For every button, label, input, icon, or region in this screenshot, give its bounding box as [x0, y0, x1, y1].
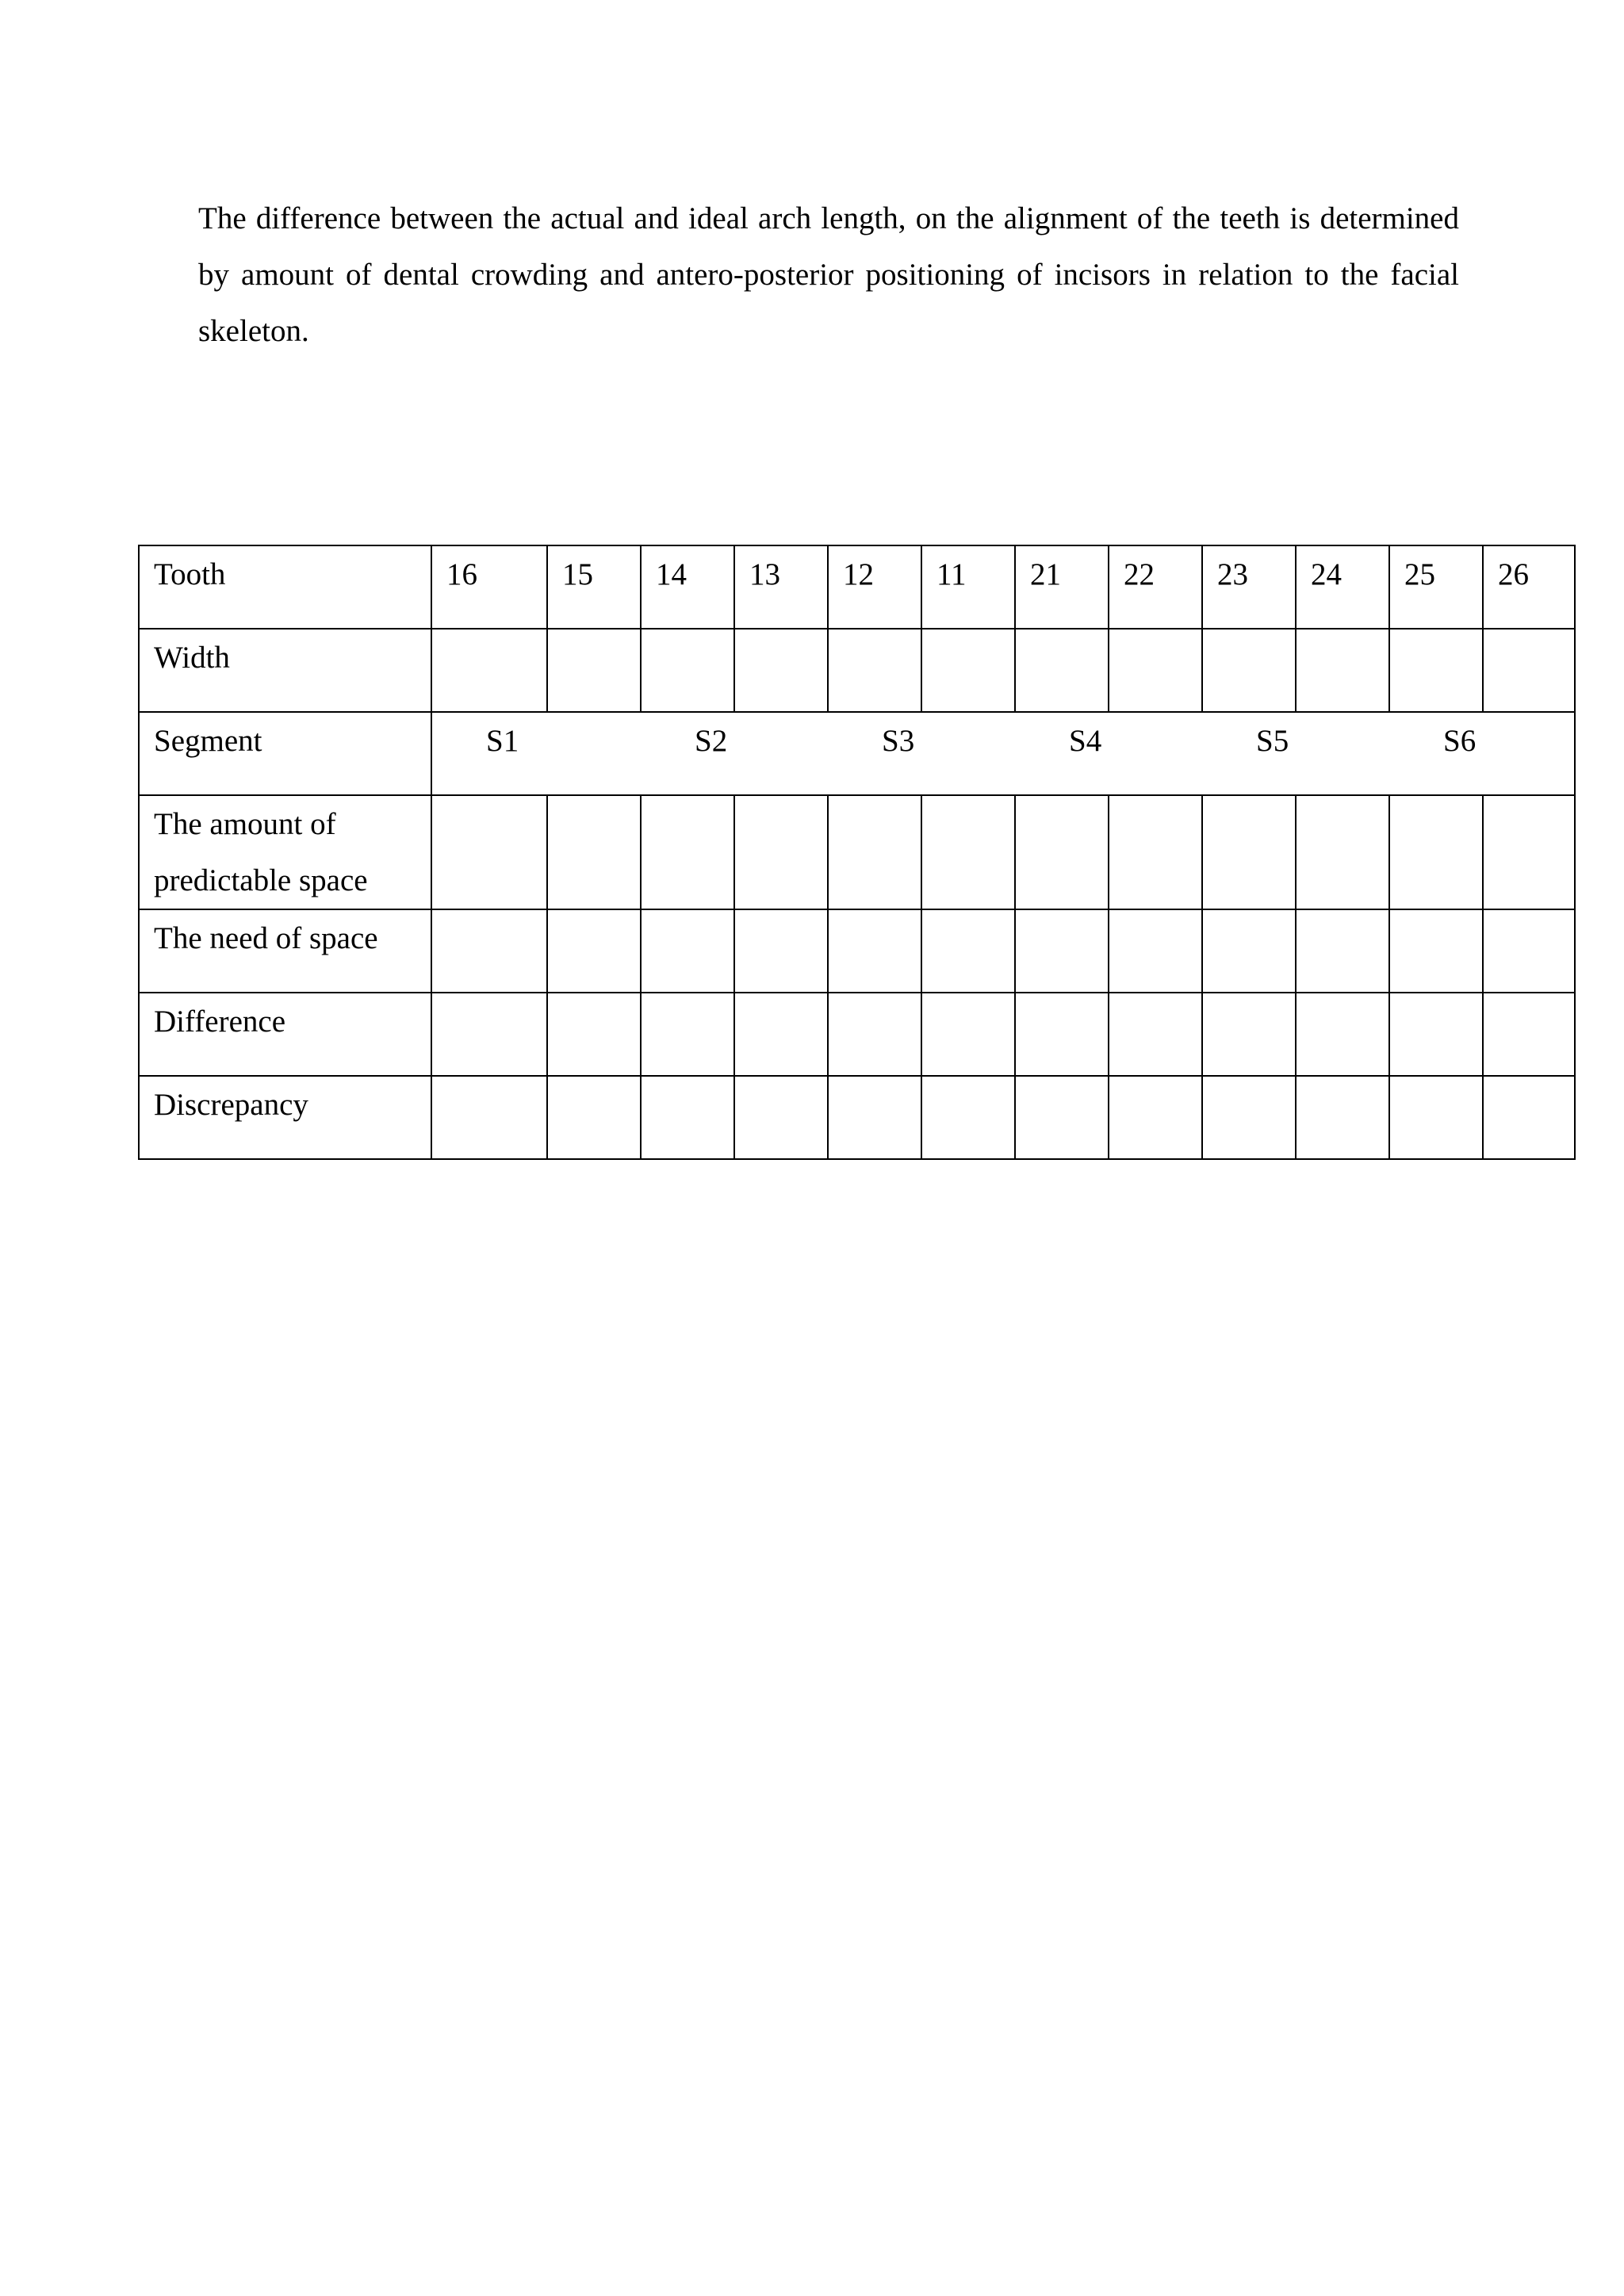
tooth-number: 21	[1015, 545, 1109, 629]
empty-cell	[1202, 1076, 1296, 1159]
empty-cell	[734, 795, 828, 909]
row-label-discrepancy: Discrepancy	[139, 1076, 431, 1159]
segment-cell	[641, 712, 828, 795]
empty-cell	[1202, 993, 1296, 1076]
empty-cell	[734, 993, 828, 1076]
empty-cell	[1389, 909, 1483, 993]
row-label-tooth: Tooth	[139, 545, 431, 629]
intro-paragraph: The difference between the actual and ideal arch length, on the alignment of the teeth is determined by amount of dental crowding and antero-posterior positioning of incisors in relation to the facial skeleton.	[198, 201, 1459, 348]
empty-cell	[734, 629, 828, 712]
empty-cell	[921, 1076, 1015, 1159]
empty-cell	[1109, 993, 1202, 1076]
empty-cell	[641, 795, 734, 909]
row-label-width: Width	[139, 629, 431, 712]
empty-cell	[1202, 909, 1296, 993]
empty-cell	[734, 1076, 828, 1159]
empty-cell	[547, 909, 641, 993]
tooth-number: 12	[828, 545, 921, 629]
tooth-number: 22	[1109, 545, 1202, 629]
empty-cell	[641, 993, 734, 1076]
segment-cell	[1015, 712, 1202, 795]
segment-cell	[1389, 712, 1575, 795]
empty-cell	[1109, 909, 1202, 993]
empty-cell	[1483, 629, 1575, 712]
tooth-number: 26	[1483, 545, 1575, 629]
empty-cell	[734, 909, 828, 993]
empty-cell	[828, 1076, 921, 1159]
row-label-predictable-space: The amount of predictable space	[139, 795, 431, 909]
empty-cell	[1015, 629, 1109, 712]
tooth-number: 13	[734, 545, 828, 629]
empty-cell	[1389, 629, 1483, 712]
empty-cell	[828, 993, 921, 1076]
empty-cell	[431, 629, 547, 712]
empty-cell	[1202, 629, 1296, 712]
empty-cell	[1109, 629, 1202, 712]
empty-cell	[1015, 909, 1109, 993]
empty-cell	[1015, 1076, 1109, 1159]
tooth-number: 11	[921, 545, 1015, 629]
empty-cell	[547, 795, 641, 909]
empty-cell	[828, 629, 921, 712]
row-label-difference: Difference	[139, 993, 431, 1076]
empty-cell	[431, 909, 547, 993]
empty-cell	[1296, 1076, 1389, 1159]
row-label-segment: Segment	[139, 712, 431, 795]
empty-cell	[1389, 1076, 1483, 1159]
tooth-number: 14	[641, 545, 734, 629]
empty-cell	[547, 629, 641, 712]
empty-cell	[828, 909, 921, 993]
empty-cell	[431, 795, 547, 909]
tooth-number: 24	[1296, 545, 1389, 629]
tooth-number: 23	[1202, 545, 1296, 629]
empty-cell	[431, 993, 547, 1076]
segment-label: S4	[1069, 724, 1102, 758]
tooth-row	[139, 545, 1575, 629]
empty-cell	[1109, 795, 1202, 909]
empty-cell	[1296, 795, 1389, 909]
empty-cell	[431, 1076, 547, 1159]
empty-cell	[1015, 993, 1109, 1076]
segment-label: S6	[1443, 724, 1477, 758]
empty-cell	[1483, 795, 1575, 909]
segment-cell	[828, 712, 1015, 795]
empty-cell	[1389, 993, 1483, 1076]
segment-label: S3	[882, 724, 915, 758]
empty-cell	[1483, 993, 1575, 1076]
empty-cell	[641, 629, 734, 712]
tooth-number: 25	[1389, 545, 1483, 629]
empty-cell	[1109, 1076, 1202, 1159]
need-of-space-row	[139, 909, 1575, 993]
segment-cell	[431, 712, 641, 795]
empty-cell	[1296, 993, 1389, 1076]
empty-cell	[1015, 795, 1109, 909]
space-analysis-table	[138, 545, 1576, 1160]
empty-cell	[1202, 795, 1296, 909]
empty-cell	[921, 909, 1015, 993]
empty-cell	[1296, 629, 1389, 712]
discrepancy-row	[139, 1076, 1575, 1159]
empty-cell	[641, 1076, 734, 1159]
empty-cell	[547, 993, 641, 1076]
difference-row	[139, 993, 1575, 1076]
empty-cell	[641, 909, 734, 993]
width-row	[139, 629, 1575, 712]
empty-cell	[921, 629, 1015, 712]
tooth-number: 15	[547, 545, 641, 629]
segment-row	[139, 712, 1575, 795]
tooth-number: 16	[431, 545, 547, 629]
predictable-space-row	[139, 795, 1575, 909]
segment-cell	[1202, 712, 1389, 795]
row-label-need-of-space: The need of space	[139, 909, 431, 993]
empty-cell	[828, 795, 921, 909]
empty-cell	[1483, 1076, 1575, 1159]
empty-cell	[1296, 909, 1389, 993]
segment-label: S2	[695, 724, 728, 758]
segment-label: S5	[1256, 724, 1289, 758]
empty-cell	[1483, 909, 1575, 993]
empty-cell	[921, 795, 1015, 909]
segment-label: S1	[486, 724, 519, 758]
empty-cell	[921, 993, 1015, 1076]
empty-cell	[1389, 795, 1483, 909]
empty-cell	[547, 1076, 641, 1159]
